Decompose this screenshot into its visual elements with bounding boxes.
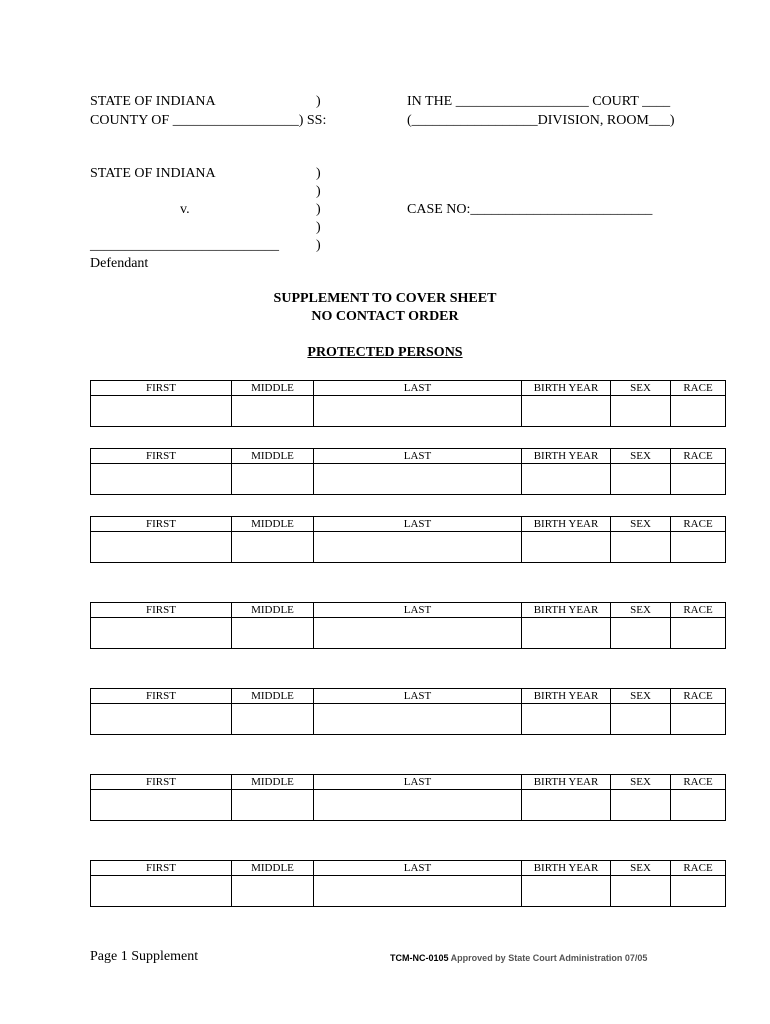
plaintiff-name: STATE OF INDIANA bbox=[90, 166, 216, 181]
state-of-indiana-caption: STATE OF INDIANA bbox=[90, 94, 216, 109]
sex-cell[interactable] bbox=[611, 704, 671, 735]
birth-year-cell[interactable] bbox=[522, 790, 611, 821]
column-header-birth-year: BIRTH YEAR bbox=[522, 381, 611, 396]
party-paren: ) bbox=[316, 238, 321, 253]
column-header-birth-year: BIRTH YEAR bbox=[522, 449, 611, 464]
birth-year-cell[interactable] bbox=[522, 618, 611, 649]
column-header-last: LAST bbox=[314, 603, 522, 618]
column-header-race: RACE bbox=[671, 775, 726, 790]
column-header-middle: MIDDLE bbox=[232, 449, 314, 464]
defendant-label: Defendant bbox=[90, 256, 149, 271]
protected-persons-heading: PROTECTED PERSONS bbox=[307, 345, 463, 360]
last-name-cell[interactable] bbox=[314, 618, 522, 649]
sex-cell[interactable] bbox=[611, 464, 671, 495]
column-header-last: LAST bbox=[314, 861, 522, 876]
middle-name-cell[interactable] bbox=[232, 790, 314, 821]
first-name-cell[interactable] bbox=[91, 618, 232, 649]
last-name-cell[interactable] bbox=[314, 704, 522, 735]
column-header-first: FIRST bbox=[91, 517, 232, 532]
sex-cell[interactable] bbox=[611, 618, 671, 649]
column-header-sex: SEX bbox=[611, 603, 671, 618]
column-header-first: FIRST bbox=[91, 381, 232, 396]
column-header-last: LAST bbox=[314, 775, 522, 790]
column-header-middle: MIDDLE bbox=[232, 517, 314, 532]
protected-person-table bbox=[90, 602, 726, 649]
last-name-cell[interactable] bbox=[314, 876, 522, 907]
party-paren: ) bbox=[316, 202, 321, 217]
division-room-line: (__________________DIVISION, ROOM___) bbox=[407, 113, 675, 128]
column-header-middle: MIDDLE bbox=[232, 775, 314, 790]
first-name-cell[interactable] bbox=[91, 876, 232, 907]
form-approval-line bbox=[390, 952, 647, 964]
column-header-race: RACE bbox=[671, 689, 726, 704]
last-name-cell[interactable] bbox=[314, 532, 522, 563]
race-cell[interactable] bbox=[671, 876, 726, 907]
column-header-sex: SEX bbox=[611, 517, 671, 532]
column-header-middle: MIDDLE bbox=[232, 861, 314, 876]
protected-person-table bbox=[90, 448, 726, 495]
first-name-cell[interactable] bbox=[91, 790, 232, 821]
last-name-cell[interactable] bbox=[314, 396, 522, 427]
column-header-first: FIRST bbox=[91, 775, 232, 790]
column-header-birth-year: BIRTH YEAR bbox=[522, 775, 611, 790]
sex-cell[interactable] bbox=[611, 396, 671, 427]
column-header-birth-year: BIRTH YEAR bbox=[522, 689, 611, 704]
birth-year-cell[interactable] bbox=[522, 876, 611, 907]
protected-person-table bbox=[90, 860, 726, 907]
race-cell[interactable] bbox=[671, 790, 726, 821]
column-header-race: RACE bbox=[671, 381, 726, 396]
county-of-line: COUNTY OF __________________) SS: bbox=[90, 113, 327, 128]
column-header-first: FIRST bbox=[91, 689, 232, 704]
column-header-race: RACE bbox=[671, 603, 726, 618]
column-header-last: LAST bbox=[314, 381, 522, 396]
column-header-first: FIRST bbox=[91, 861, 232, 876]
race-cell[interactable] bbox=[671, 532, 726, 563]
first-name-cell[interactable] bbox=[91, 704, 232, 735]
first-name-cell[interactable] bbox=[91, 532, 232, 563]
document-title: SUPPLEMENT TO COVER SHEET bbox=[273, 291, 497, 306]
sex-cell[interactable] bbox=[611, 532, 671, 563]
column-header-middle: MIDDLE bbox=[232, 689, 314, 704]
birth-year-cell[interactable] bbox=[522, 704, 611, 735]
column-header-sex: SEX bbox=[611, 775, 671, 790]
column-header-birth-year: BIRTH YEAR bbox=[522, 517, 611, 532]
column-header-birth-year: BIRTH YEAR bbox=[522, 603, 611, 618]
birth-year-cell[interactable] bbox=[522, 532, 611, 563]
column-header-race: RACE bbox=[671, 517, 726, 532]
race-cell[interactable] bbox=[671, 396, 726, 427]
race-cell[interactable] bbox=[671, 704, 726, 735]
first-name-cell[interactable] bbox=[91, 464, 232, 495]
middle-name-cell[interactable] bbox=[232, 618, 314, 649]
column-header-birth-year: BIRTH YEAR bbox=[522, 861, 611, 876]
case-number-field[interactable]: CASE NO:__________________________ bbox=[407, 202, 653, 217]
last-name-cell[interactable] bbox=[314, 790, 522, 821]
last-name-cell[interactable] bbox=[314, 464, 522, 495]
column-header-middle: MIDDLE bbox=[232, 603, 314, 618]
column-header-race: RACE bbox=[671, 861, 726, 876]
party-paren: ) bbox=[316, 220, 321, 235]
column-header-middle: MIDDLE bbox=[232, 381, 314, 396]
column-header-first: FIRST bbox=[91, 603, 232, 618]
sex-cell[interactable] bbox=[611, 876, 671, 907]
race-cell[interactable] bbox=[671, 464, 726, 495]
protected-person-table bbox=[90, 516, 726, 563]
protected-person-table bbox=[90, 774, 726, 821]
court-line: IN THE ___________________ COURT ____ bbox=[407, 94, 671, 109]
middle-name-cell[interactable] bbox=[232, 532, 314, 563]
versus-label: v. bbox=[180, 202, 190, 217]
protected-person-table bbox=[90, 380, 726, 427]
sex-cell[interactable] bbox=[611, 790, 671, 821]
column-header-sex: SEX bbox=[611, 861, 671, 876]
birth-year-cell[interactable] bbox=[522, 464, 611, 495]
caption-paren: ) bbox=[316, 94, 321, 109]
middle-name-cell[interactable] bbox=[232, 396, 314, 427]
column-header-sex: SEX bbox=[611, 689, 671, 704]
column-header-first: FIRST bbox=[91, 449, 232, 464]
middle-name-cell[interactable] bbox=[232, 464, 314, 495]
column-header-last: LAST bbox=[314, 517, 522, 532]
party-paren: ) bbox=[316, 166, 321, 181]
form-code: TCM-NC-0105 bbox=[390, 953, 449, 963]
birth-year-cell[interactable] bbox=[522, 396, 611, 427]
approval-text: Approved by State Court Administration 07/05 bbox=[448, 953, 648, 963]
document-subtitle: NO CONTACT ORDER bbox=[311, 309, 459, 324]
race-cell[interactable] bbox=[671, 618, 726, 649]
page-number: Page 1 Supplement bbox=[90, 949, 199, 964]
protected-person-table bbox=[90, 688, 726, 735]
column-header-race: RACE bbox=[671, 449, 726, 464]
middle-name-cell[interactable] bbox=[232, 704, 314, 735]
column-header-last: LAST bbox=[314, 689, 522, 704]
section-heading bbox=[0, 345, 770, 361]
column-header-sex: SEX bbox=[611, 381, 671, 396]
middle-name-cell[interactable] bbox=[232, 876, 314, 907]
first-name-cell[interactable] bbox=[91, 396, 232, 427]
party-paren: ) bbox=[316, 184, 321, 199]
defendant-name-field[interactable]: ___________________________ bbox=[90, 238, 279, 253]
column-header-sex: SEX bbox=[611, 449, 671, 464]
column-header-last: LAST bbox=[314, 449, 522, 464]
